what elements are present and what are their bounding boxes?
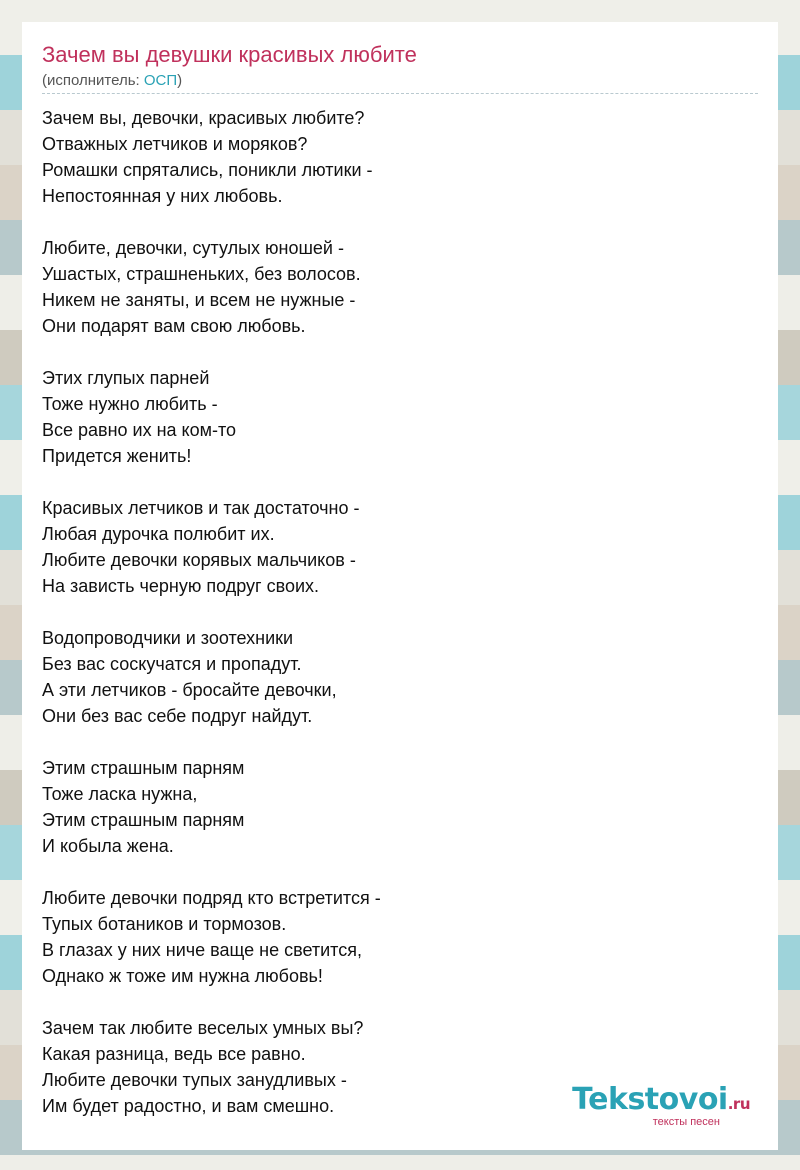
performer-label-end: ) — [177, 72, 183, 89]
lyrics-line: Все равно их на ком-то — [42, 420, 237, 440]
lyrics-line: На зависть черную подруг своих. — [42, 576, 320, 596]
lyrics-line: Никем не заняты, и всем не нужные - — [42, 290, 356, 310]
lyrics-line: Непостоянная у них любовь. — [42, 186, 283, 206]
lyrics-line: Они без вас себе подруг найдут. — [42, 706, 313, 726]
lyrics-line: Им будет радостно, и вам смешно. — [42, 1096, 335, 1116]
lyrics-line: Любая дурочка полюбит их. — [42, 524, 275, 544]
lyrics-line: Отважных летчиков и моряков? — [42, 134, 308, 154]
lyrics-line: Зачем вы, девочки, красивых любите? — [42, 108, 365, 128]
site-logo[interactable] — [572, 1084, 750, 1128]
lyrics-line: Какая разница, ведь все равно. — [42, 1044, 306, 1064]
lyrics-line: Зачем так любите веселых умных вы? — [42, 1018, 364, 1038]
lyrics-line: Любите, девочки, сутулых юношей - — [42, 238, 344, 258]
logo-tagline: тексты песен — [652, 1116, 720, 1128]
lyrics-line: Красивых летчиков и так достаточно - — [42, 498, 360, 518]
lyrics-line: Водопроводчики и зоотехники — [42, 628, 294, 648]
lyrics-line: Тоже ласка нужна, — [42, 784, 198, 804]
lyrics-line: Любите девочки подряд кто встретится - — [42, 888, 381, 908]
lyrics-stanza — [42, 1015, 381, 1119]
lyrics-line: Тупых ботаников и тормозов. — [42, 914, 287, 934]
lyrics-stanza — [42, 235, 381, 339]
lyrics-line: Ромашки спрятались, поникли лютики - — [42, 160, 373, 180]
lyrics-line: Без вас соскучатся и пропадут. — [42, 654, 302, 674]
lyrics-stanza — [42, 755, 381, 859]
lyrics-line: Придется женить! — [42, 446, 192, 466]
lyrics-line: Любите девочки тупых занудливых - — [42, 1070, 347, 1090]
lyrics-line: Этих глупых парней — [42, 368, 210, 388]
lyrics-stanza — [42, 105, 381, 209]
performer-line — [42, 72, 182, 89]
lyrics-line: Тоже нужно любить - — [42, 394, 218, 414]
lyrics-stanza — [42, 495, 381, 599]
title-divider — [42, 93, 758, 94]
lyrics-stanza — [42, 625, 381, 729]
performer-label: (исполнитель: — [42, 72, 144, 89]
lyrics-line: В глазах у них ниче ваще не светится, — [42, 940, 362, 960]
performer-link[interactable]: ОСП — [143, 72, 178, 89]
lyrics-body — [42, 105, 381, 1145]
lyrics-line: И кобыла жена. — [42, 836, 174, 856]
logo-tld: .ru — [727, 1095, 750, 1113]
lyrics-line: Любите девочки корявых мальчиков - — [42, 550, 356, 570]
lyrics-card — [22, 22, 778, 1150]
lyrics-line: А эти летчиков - бросайте девочки, — [42, 680, 337, 700]
song-title: Зачем вы девушки красивых любите — [42, 42, 417, 67]
lyrics-line: Ушастых, страшненьких, без волосов. — [42, 264, 361, 284]
lyrics-line: Они подарят вам свою любовь. — [42, 316, 306, 336]
lyrics-line: Этим страшным парням — [42, 758, 245, 778]
logo-name: Tekstovoi — [572, 1082, 728, 1117]
lyrics-line: Этим страшным парням — [42, 810, 245, 830]
lyrics-line: Однако ж тоже им нужна любовь! — [42, 966, 323, 986]
lyrics-stanza — [42, 885, 381, 989]
lyrics-stanza — [42, 365, 381, 469]
